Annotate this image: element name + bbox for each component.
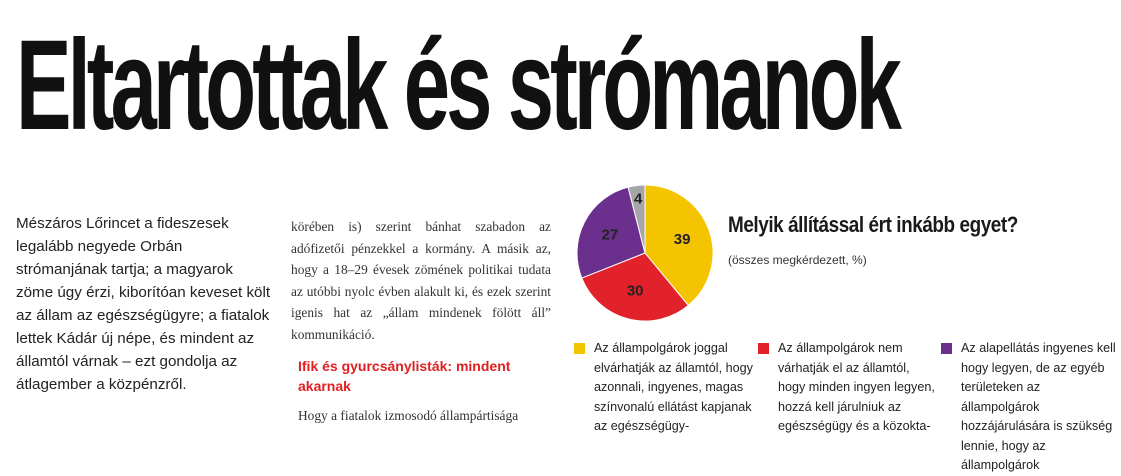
pie-slice-label: 4 xyxy=(634,190,643,208)
pie-slice-label: 30 xyxy=(626,282,644,300)
article-subhead: Ifik és gyurcsánylisták: mindent akarnak xyxy=(298,358,511,394)
legend-swatch-purple xyxy=(941,343,952,354)
article-body: körében is) szerint bánhat szabadon az adófizetői pénzekkel a kormány. A másik az, hogy a 18–29 évesek zömének politikai tudata az utóbbi nyolc évben alakult ki, és ezek szerint igenis hat az „állam mindenek fölött áll” kommunikáció. xyxy=(291,219,551,342)
chart-subtitle: (összes megkérdezett, %) xyxy=(728,253,867,267)
legend-text: Az alapellátás ingyenes kell hogy legyen, de az egyéb területeken az állampolgárok hozzájárulására is szükség lennie, hogy az állampolgárok xyxy=(961,341,1116,472)
article-body-continuation: Hogy a fiatalok izmosodó állampártisága xyxy=(298,408,519,423)
pie-slice-label: 39 xyxy=(673,231,691,249)
pie-slice-label: 27 xyxy=(601,226,619,244)
legend-text: Az állampolgárok joggal elvárhatják az államtól, hogy azonnali, ingyenes, magas színvonalú ellátást kapjanak az egészségügy- xyxy=(594,341,753,433)
legend-swatch-yellow xyxy=(574,343,585,354)
article-headline: Eltartottak és strómanok xyxy=(16,14,898,157)
legend-text: Az állampolgárok nem várhatják el az államtól, hogy minden ingyen legyen, hozzá kell járulniuk az egészségügy és a közokta- xyxy=(778,341,935,433)
pie-chart xyxy=(575,183,715,323)
article-lead: Mészáros Lőrincet a fideszesek legalább negyede Orbán strómanjának tartja; a magyarok zöme úgy érzi, kiborítóan keveset költ az állam az egészségügyre; a fiatalok lettek Kádár új népe, és mindent az államtól várnak – ezt gondolja az átlagember a közpénzről. xyxy=(16,215,271,393)
legend-swatch-red xyxy=(758,343,769,354)
chart-title: Melyik állítással ért inkább egyet? xyxy=(728,212,1018,237)
